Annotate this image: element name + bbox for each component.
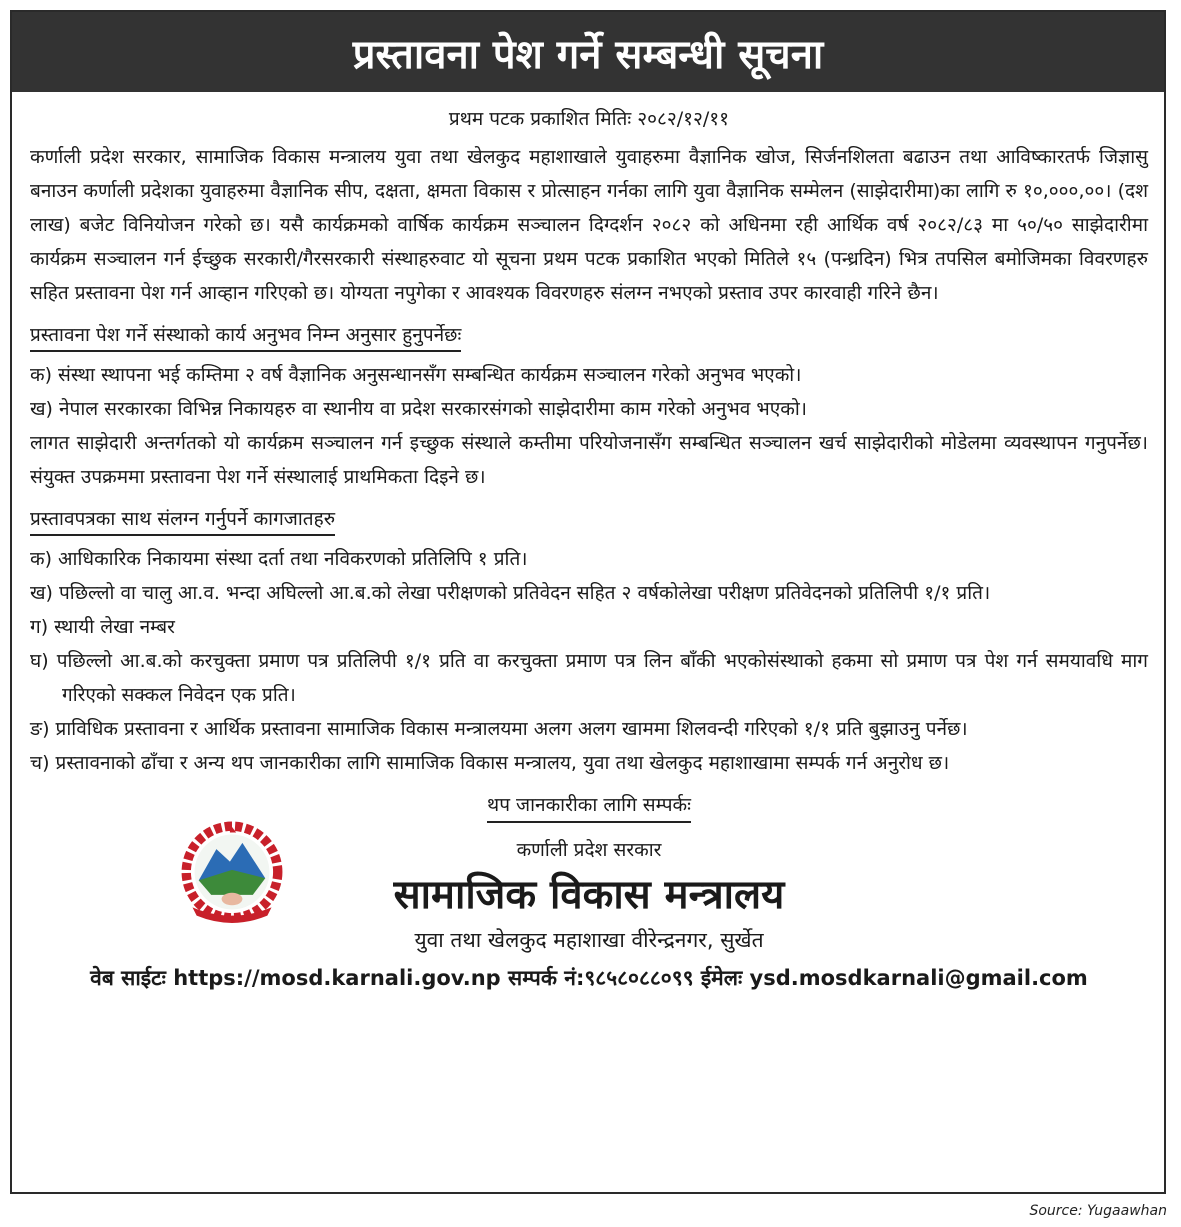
list-item: ख) पछिल्लो वा चालु आ.व. भन्दा अघिल्लो आ.ब.को लेखा परीक्षणको प्रतिवेदन सहित २ वर्षकोलेखा परीक्षण प्रतिवेदनको प्रतिलिपी १/१ प्रति। [30, 582, 991, 604]
contact-block [30, 788, 1148, 995]
list-item: क) आधिकारिक निकायमा संस्था दर्ता तथा नविकरणको प्रतिलिपि १ प्रति। [30, 548, 528, 570]
branch-address: युवा तथा खेलकुद महाशाखा वीरेन्द्रनगर, सुर्खेत [414, 928, 764, 952]
section2-heading: प्रस्तावपत्रका साथ संलग्न गर्नुपर्ने कागजातहरु [30, 504, 335, 536]
source-credit: Source: Yugaawhan [1029, 1203, 1167, 1219]
email-link[interactable]: ysd.mosdkarnali@gmail.com [749, 966, 1088, 990]
list-item: क) संस्था स्थापना भई कम्तिमा २ वर्ष वैज्ञानिक अनुसन्धानसँग सम्बन्धित कार्यक्रम सञ्चालन गरेको अनुभव भएको। [30, 364, 802, 386]
cost-sharing-note: लागत साझेदारी अन्तर्गतको यो कार्यक्रम सञ्चालन गर्न इच्छुक संस्थाले कम्तीमा परियोजनासँग सम्बन्धित सञ्चालन खर्च साझेदारीको मोडेलमा व्यवस्थापन गनुपर्नेछ। संयुक्त उपक्रममा प्रस्तावना पेश गर्ने संस्थालाई प्राथमिकता दिइने छ। [30, 432, 1148, 488]
notice-body [12, 92, 1164, 995]
notice-title: प्रस्तावना पेश गर्ने सम्बन्धी सूचना [12, 12, 1164, 92]
contact-heading: थप जानकारीका लागि सम्पर्कः [487, 789, 691, 823]
website-link[interactable]: https://mosd.karnali.gov.np [173, 966, 501, 990]
list-item: घ) पछिल्लो आ.ब.को करचुक्ता प्रमाण पत्र प्रतिलिपी १/१ प्रति वा करचुक्ता प्रमाण पत्र लिन बाँकी भएकोसंस्थाको हकमा सो प्रमाण पत्र पेश गर्न समयावधि माग गरिएको सक्कल निवेदन एक प्रति। [30, 650, 1148, 706]
website-label: वेब साईटः [90, 966, 166, 990]
nepal-emblem-icon [180, 820, 284, 924]
contact-line [30, 961, 1148, 995]
section1-heading: प्रस्तावना पेश गर्ने संस्थाको कार्य अनुभव निम्न अनुसार हुनुपर्नेछः [30, 320, 461, 352]
phone-number: ९८५८०८८०९९ [584, 966, 694, 990]
list-item: ख) नेपाल सरकारका विभिन्न निकायहरु वा स्थानीय वा प्रदेश सरकारसंगको साझेदारीमा काम गरेको अनुभव भएको। [30, 398, 807, 420]
ministry-name: सामाजिक विकास मन्त्रालय [393, 872, 785, 918]
notice-frame [10, 10, 1166, 1194]
publish-date: प्रथम पटक प्रकाशित मितिः २०८२/१२/११ [448, 108, 730, 130]
list-item: ग) स्थायी लेखा नम्बर [30, 616, 175, 638]
government-name: कर्णाली प्रदेश सरकार [516, 839, 662, 861]
intro-paragraph: कर्णाली प्रदेश सरकार, सामाजिक विकास मन्त्रालय युवा तथा खेलकुद महाशाखाले युवाहरुमा वैज्ञानिक खोज, सिर्जनशिलता बढाउन तथा आविष्कारतर्फ जिज्ञासु बनाउन कर्णाली प्रदेशका युवाहरुमा वैज्ञानिक सीप, दक्षता, क्षमता विकास र प्रोत्साहन गर्नका लागि युवा वैज्ञानिक सम्मेलन (साझेदारीमा)का लागि रु १०,०००,००। (दश लाख) बजेट विनियोजन गरेको छ। यसै कार्यक्रमको वार्षिक कार्यक्रम सञ्चालन दिग्दर्शन २०८२ को अधिनमा रही आर्थिक वर्ष २०८२/८३ मा ५०/५० साझेदारीमा कार्यक्रम सञ्चालन गर्न ईच्छुक सरकारी/गैरसरकारी संस्थाहरुवाट यो सूचना प्रथम पटक प्रकाशित भएको मितिले १५ (पन्ध्रदिन) भित्र तपसिल बमोजिमका विवरणहरु सहित प्रस्तावना पेश गर्न आव्हान गरिएको छ। योग्यता नपुगेका र आवश्यक विवरणहरु संलग्न नभएको प्रस्ताव उपर कारवाही गरिने छैन। [30, 146, 1148, 304]
list-item: च) प्रस्तावनाको ढाँचा र अन्य थप जानकारीका लागि सामाजिक विकास मन्त्रालय, युवा तथा खेलकुद महाशाखामा सम्पर्क गर्न अनुरोध छ। [30, 752, 950, 774]
list-item: ङ) प्राविधिक प्रस्तावना र आर्थिक प्रस्तावना सामाजिक विकास मन्त्रालयमा अलग अलग खाममा शिलवन्दी गरिएको १/१ प्रति बुझाउनु पर्नेछ। [30, 718, 968, 740]
email-label: ईमेलः [700, 966, 743, 990]
phone-label: सम्पर्क नं: [508, 966, 585, 990]
